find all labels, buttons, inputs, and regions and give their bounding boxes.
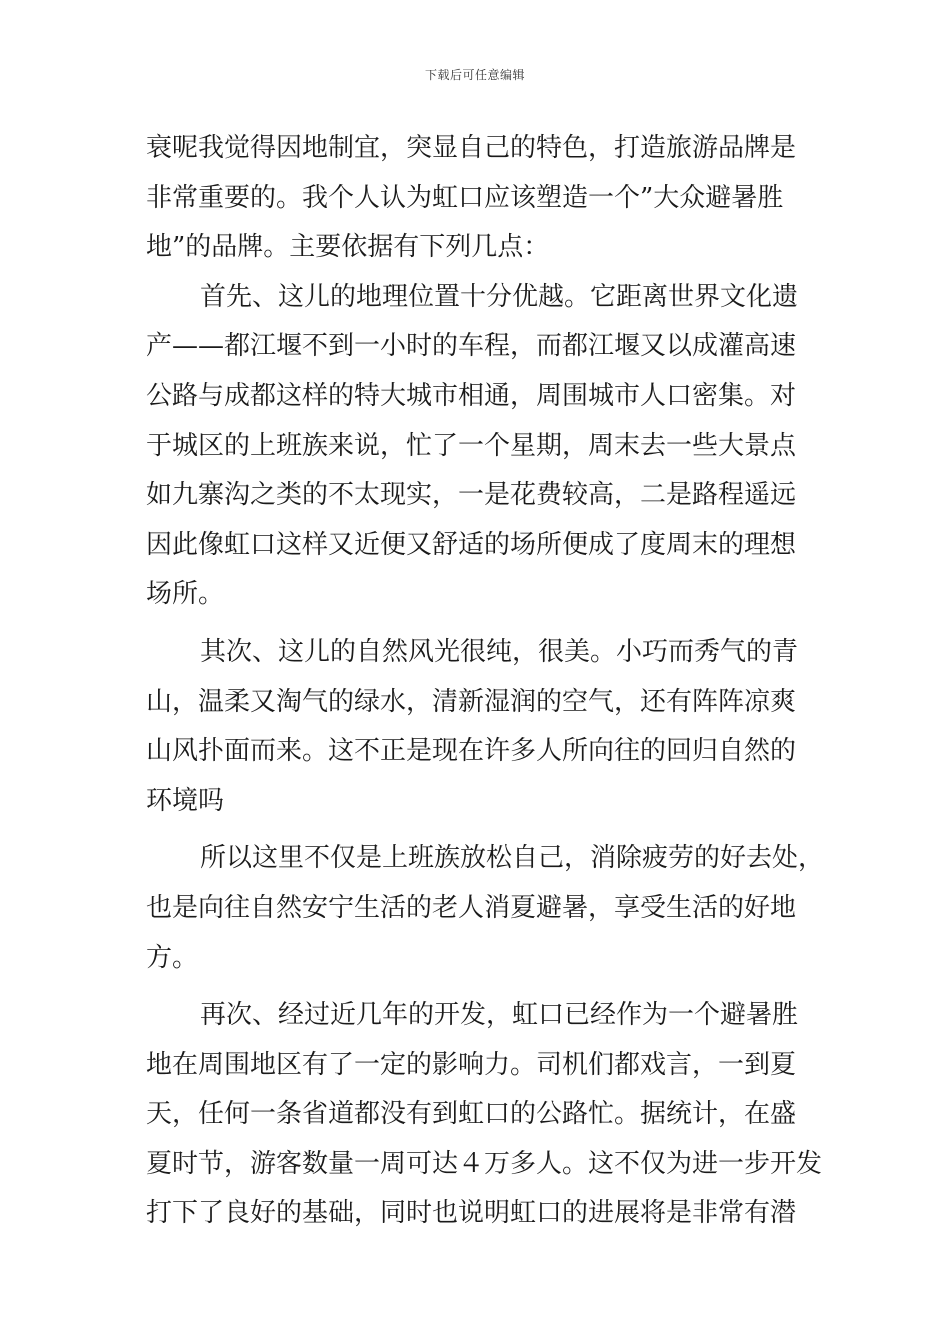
text-line: 山风扑面而来。这不正是现在许多人所向往的回归自然的	[146, 736, 797, 767]
text-line: 地在周围地区有了一定的影响力。司机们都戏言，一到夏	[146, 1049, 797, 1080]
text-line: 地”的品牌。主要依据有下列几点：	[146, 232, 550, 263]
text-line: 所以这里不仅是上班族放松自己，消除疲劳的好去处，	[200, 843, 825, 874]
text-line: 首先、这儿的地理位置十分优越。它距离世界文化遗	[200, 281, 799, 312]
text-line: 方。	[146, 942, 199, 973]
paragraph	[146, 124, 836, 273]
page-header: 下载后可任意编辑	[424, 68, 525, 82]
text-line: 夏时节，游客数量一周可达４万多人。这不仅为进一步开发	[146, 1148, 823, 1179]
paragraph	[146, 628, 836, 826]
text-line: 天，任何一条省道都没有到虹口的公路忙。据统计，在盛	[146, 1099, 797, 1130]
paragraph	[146, 834, 836, 983]
paragraph	[146, 991, 836, 1239]
paragraph	[146, 273, 836, 620]
text-line: 因此像虹口这样又近便又舒适的场所便成了度周末的理想	[146, 529, 797, 560]
text-line: 打下了良好的基础，同时也说明虹口的进展将是非常有潜	[146, 1198, 797, 1229]
paragraph-gap	[146, 826, 836, 834]
text-line: 环境吗	[146, 785, 225, 816]
paragraph-gap	[146, 983, 836, 991]
text-line: 山，温柔又淘气的绿水，清新湿润的空气，还有阵阵凉爽	[146, 686, 797, 717]
text-line: 于城区的上班族来说，忙了一个星期，周末去一些大景点	[146, 430, 797, 461]
text-line: 场所。	[146, 579, 225, 610]
text-line: 如九寨沟之类的不太现实，一是花费较高，二是路程遥远	[146, 480, 797, 511]
paragraph-gap	[146, 620, 836, 628]
text-line: 其次、这儿的自然风光很纯，很美。小巧而秀气的青	[200, 636, 799, 667]
document-body	[146, 124, 836, 1239]
text-line: 再次、经过近几年的开发，虹口已经作为一个避暑胜	[200, 1000, 799, 1031]
text-line: 非常重要的。我个人认为虹口应该塑造一个”大众避暑胜	[146, 182, 784, 213]
text-line: 产——都江堰不到一小时的车程，而都江堰又以成灌高速	[146, 331, 797, 362]
text-line: 衰呢我觉得因地制宜，突显自己的特色，打造旅游品牌是	[146, 133, 797, 163]
text-line: 也是向往自然安宁生活的老人消夏避暑，享受生活的好地	[146, 892, 797, 923]
text-line: 公路与成都这样的特大城市相通，周围城市人口密集。对	[146, 380, 797, 411]
